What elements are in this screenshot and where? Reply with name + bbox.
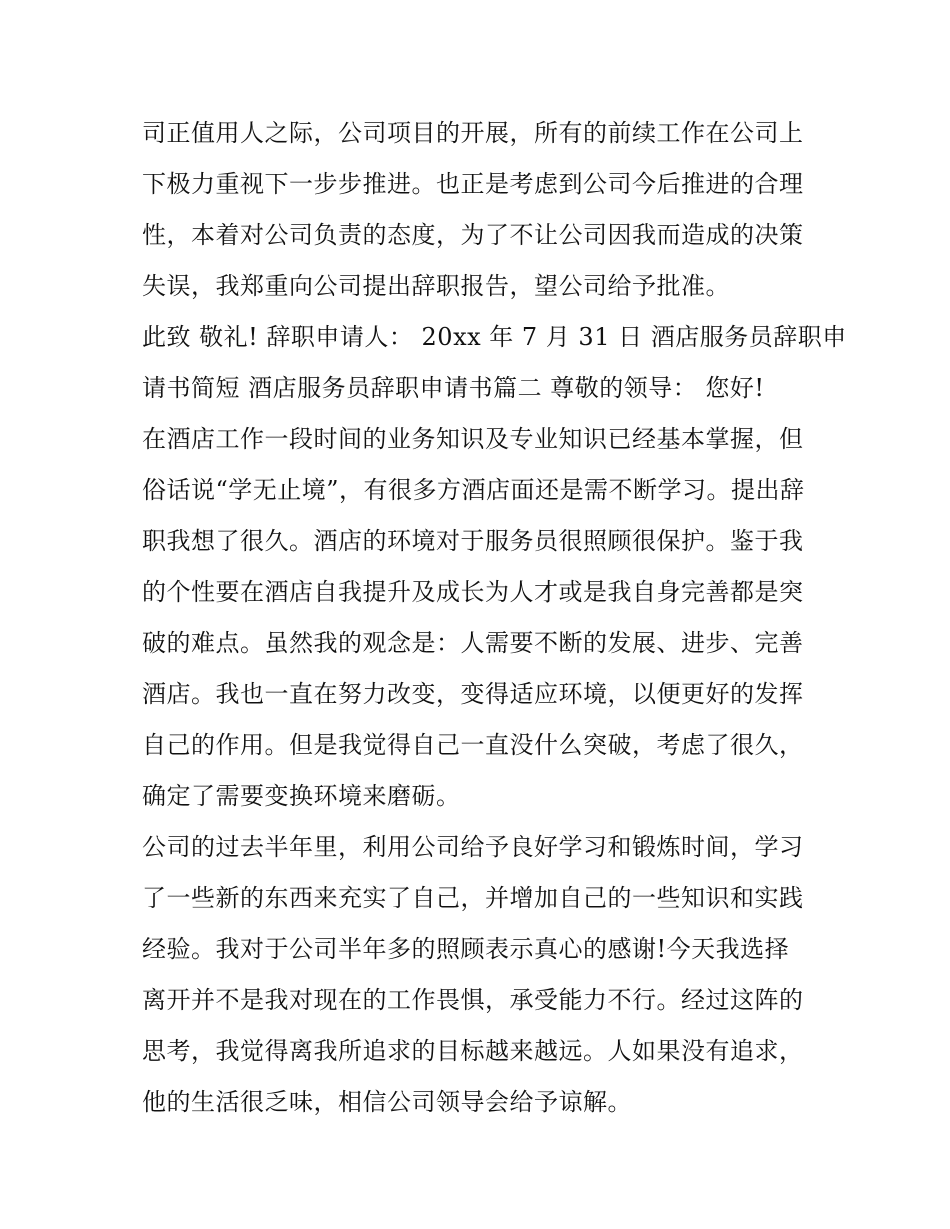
text-line: 自己的作用。但是我觉得自己一直没什么突破，考虑了很久， bbox=[142, 731, 804, 759]
text-line: 性，本着对公司负责的态度，为了不让公司因我而造成的决策 bbox=[142, 221, 804, 249]
paragraph-3 bbox=[142, 414, 822, 822]
paragraph-1 bbox=[142, 108, 822, 312]
text-line: 下极力重视下一步步推进。也正是考虑到公司今后推进的合理 bbox=[142, 170, 804, 198]
text-line: 此致 敬礼! 辞职申请人： 20xx 年 7 月 31 日 酒店服务员辞职申 bbox=[142, 323, 847, 351]
text-line: 公司的过去半年里，利用公司给予良好学习和锻炼时间，学习 bbox=[142, 833, 804, 861]
document-body bbox=[142, 108, 847, 1128]
text-line: 的个性要在酒店自我提升及成长为人才或是我自身完善都是突 bbox=[142, 578, 804, 606]
text-line: 了一些新的东西来充实了自己，并增加自己的一些知识和实践 bbox=[142, 884, 804, 912]
text-line: 司正值用人之际，公司项目的开展，所有的前续工作在公司上 bbox=[142, 119, 804, 147]
text-line: 他的生活很乏味，相信公司领导会给予谅解。 bbox=[142, 1088, 632, 1116]
text-line: 职我想了很久。酒店的环境对于服务员很照顾很保护。鉴于我 bbox=[142, 527, 804, 555]
text-line: 俗话说“学无止境”，有很多方酒店面还是需不断学习。提出辞 bbox=[142, 476, 805, 504]
text-line: 在酒店工作一段时间的业务知识及专业知识已经基本掌握，但 bbox=[142, 425, 804, 453]
text-line: 失误，我郑重向公司提出辞职报告，望公司给予批准。 bbox=[142, 272, 730, 300]
text-line: 经验。我对于公司半年多的照顾表示真心的感谢!今天我选择 bbox=[142, 935, 790, 963]
paragraph-2 bbox=[142, 312, 847, 414]
text-line: 思考，我觉得离我所追求的目标越来越远。人如果没有追求， bbox=[142, 1037, 804, 1065]
text-line: 确定了需要变换环境来磨砺。 bbox=[142, 782, 461, 810]
text-line: 破的难点。虽然我的观念是：人需要不断的发展、进步、完善 bbox=[142, 629, 804, 657]
text-line: 离开并不是我对现在的工作畏惧，承受能力不行。经过这阵的 bbox=[142, 986, 804, 1014]
paragraph-4 bbox=[142, 822, 822, 1128]
text-line: 请书简短 酒店服务员辞职申请书篇二 尊敬的领导： 您好! bbox=[142, 374, 765, 402]
text-line: 酒店。我也一直在努力改变，变得适应环境，以便更好的发挥 bbox=[142, 680, 804, 708]
